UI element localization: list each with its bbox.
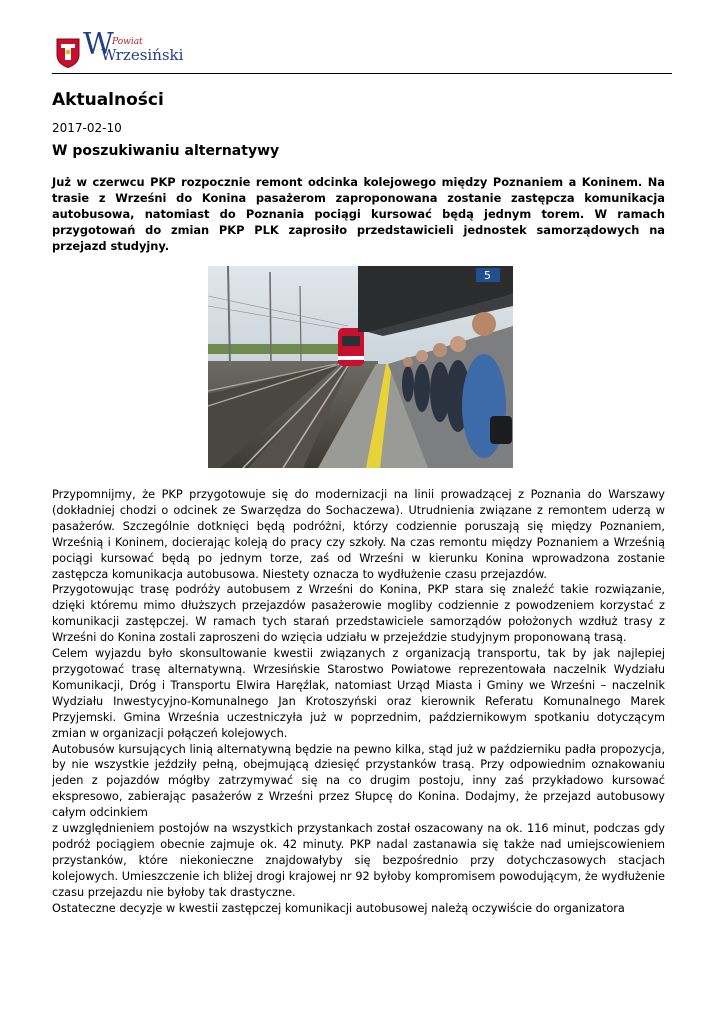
article-photo	[208, 266, 513, 468]
article-title: W poszukiwaniu alternatywy	[52, 143, 280, 159]
body-paragraph: z uwzględnieniem postojów na wszystkich przystankach został oszacowany na ok. 116 minut, podczas gdy podróż pociągiem obecnie zajmuje ok. 42 minuty. PKP nadal zastanawia się także nad umiejscowieniem przystanków, które niekonieczne znajdowałyby się bezpośrednio przy dotychczasowych stacjach kolejowych. Umieszczenie ich bliżej drogi krajowej nr 92 byłoby kompromisem powodującym, że wydłużenie czasu przejazdu nie byłoby tak drastyczne.	[52, 822, 665, 899]
article-date: 2017-02-10	[52, 121, 122, 135]
logo-text: W Powiat Wrzesiński	[83, 27, 184, 64]
page-header	[52, 27, 672, 74]
section-title: Aktualności	[52, 90, 164, 110]
article-body	[52, 487, 665, 916]
logo-powiat-text: Powiat	[112, 37, 143, 47]
platform-sign-text: 5	[484, 269, 491, 282]
body-paragraph: Przygotowując trasę podróży autobusem z Wrześni do Konina, PKP stara się znaleźć takie rozwiązanie, dzięki któremu mimo dłuższych przejazdów pasażerowie mogliby codziennie z powodzeniem korzystać z komunikacji zastępczej. W ramach tych starań przedstawiciele samorządów położonych wzdłuż trasy z Wrześni do Konina zostali zaproszeni do wzięcia udziału w przejeździe studyjnym proponowaną trasą.	[52, 583, 665, 645]
body-paragraph: Przypomnijmy, że PKP przygotowuje się do modernizacji na linii prowadzącej z Poznania do Warszawy (dokładniej chodzi o odcinek ze Swarzędza do Sochaczewa). Utrudnienia związane z remontem uderzą w pasażerów. Szczególnie dotknięci będą podróżni, którzy codziennie poruszają się między Poznaniem, Wrześnią i Koninem, docierając koleją do pracy czy szkoły. Na czas remontu między Poznaniem a Wrześnią pociągi kursować będą po jednym torze, zaś od Wrześni w kierunku Konina wprowadzona zostanie zastępcza komunikacja autobusowa. Niestety oznacza to wydłużenie czasu przejazdów.	[52, 488, 665, 581]
article-lead: Już w czerwcu PKP rozpocznie remont odcinka kolejowego między Poznaniem a Koninem. Na trasie z Wrześni do Konina pasażerom zaproponowana zostanie zastępcza komunikacja autobusowa, natomiast do Poznania pociągi kursować będą jednym torem. W ramach przygotowań do zmian PKP PLK zaprosiło przedstawicieli jednostek samorządowych na przejazd studyjny.	[52, 175, 665, 253]
logo[interactable]	[56, 27, 184, 68]
body-paragraph: Autobusów kursujących linią alternatywną będzie na pewno kilka, stąd już w październiku padła propozycja, by nie wszystkie jeździły pełną, obejmującą dziesięć przystanków trasą. Przy odpowiednim oznakowaniu jeden z pojazdów mógłby zatrzymywać się na co drugim postoju, inny zaś przykładowo kursować ekspresowo, zabierając pasażerów z Wrześni przez Słupcę do Konina. Dodajmy, że przejazd autobusowy całym odcinkiem	[52, 742, 665, 820]
header-divider	[52, 73, 672, 74]
logo-name-text: Wrzesiński	[101, 46, 184, 64]
coat-of-arms-icon	[56, 38, 80, 68]
body-paragraph: Ostateczne decyzje w kwestii zastępczej komunikacji autobusowej należą oczywiście do organizatora	[52, 901, 625, 915]
body-paragraph: Celem wyjazdu było skonsultowanie kwestii związanych z organizacją transportu, tak by jak najlepiej przygotować trasę alternatywną. Wrzesińskie Starostwo Powiatowe reprezentowała naczelnik Wydziału Komunikacji, Dróg i Transportu Elwira Haręźlak, natomiast Urząd Miasta i Gminy we Wrześni – naczelnik Wydziału Inwestycyjno-Komunalnego Jan Krotoszyński oraz kierownik Referatu Komunalnego Marek Przyjemski. Gmina Września uczestniczyła już w poprzednim, październikowym spotkaniu dotyczącym zmian w organizacji połączeń kolejowych.	[52, 647, 665, 740]
